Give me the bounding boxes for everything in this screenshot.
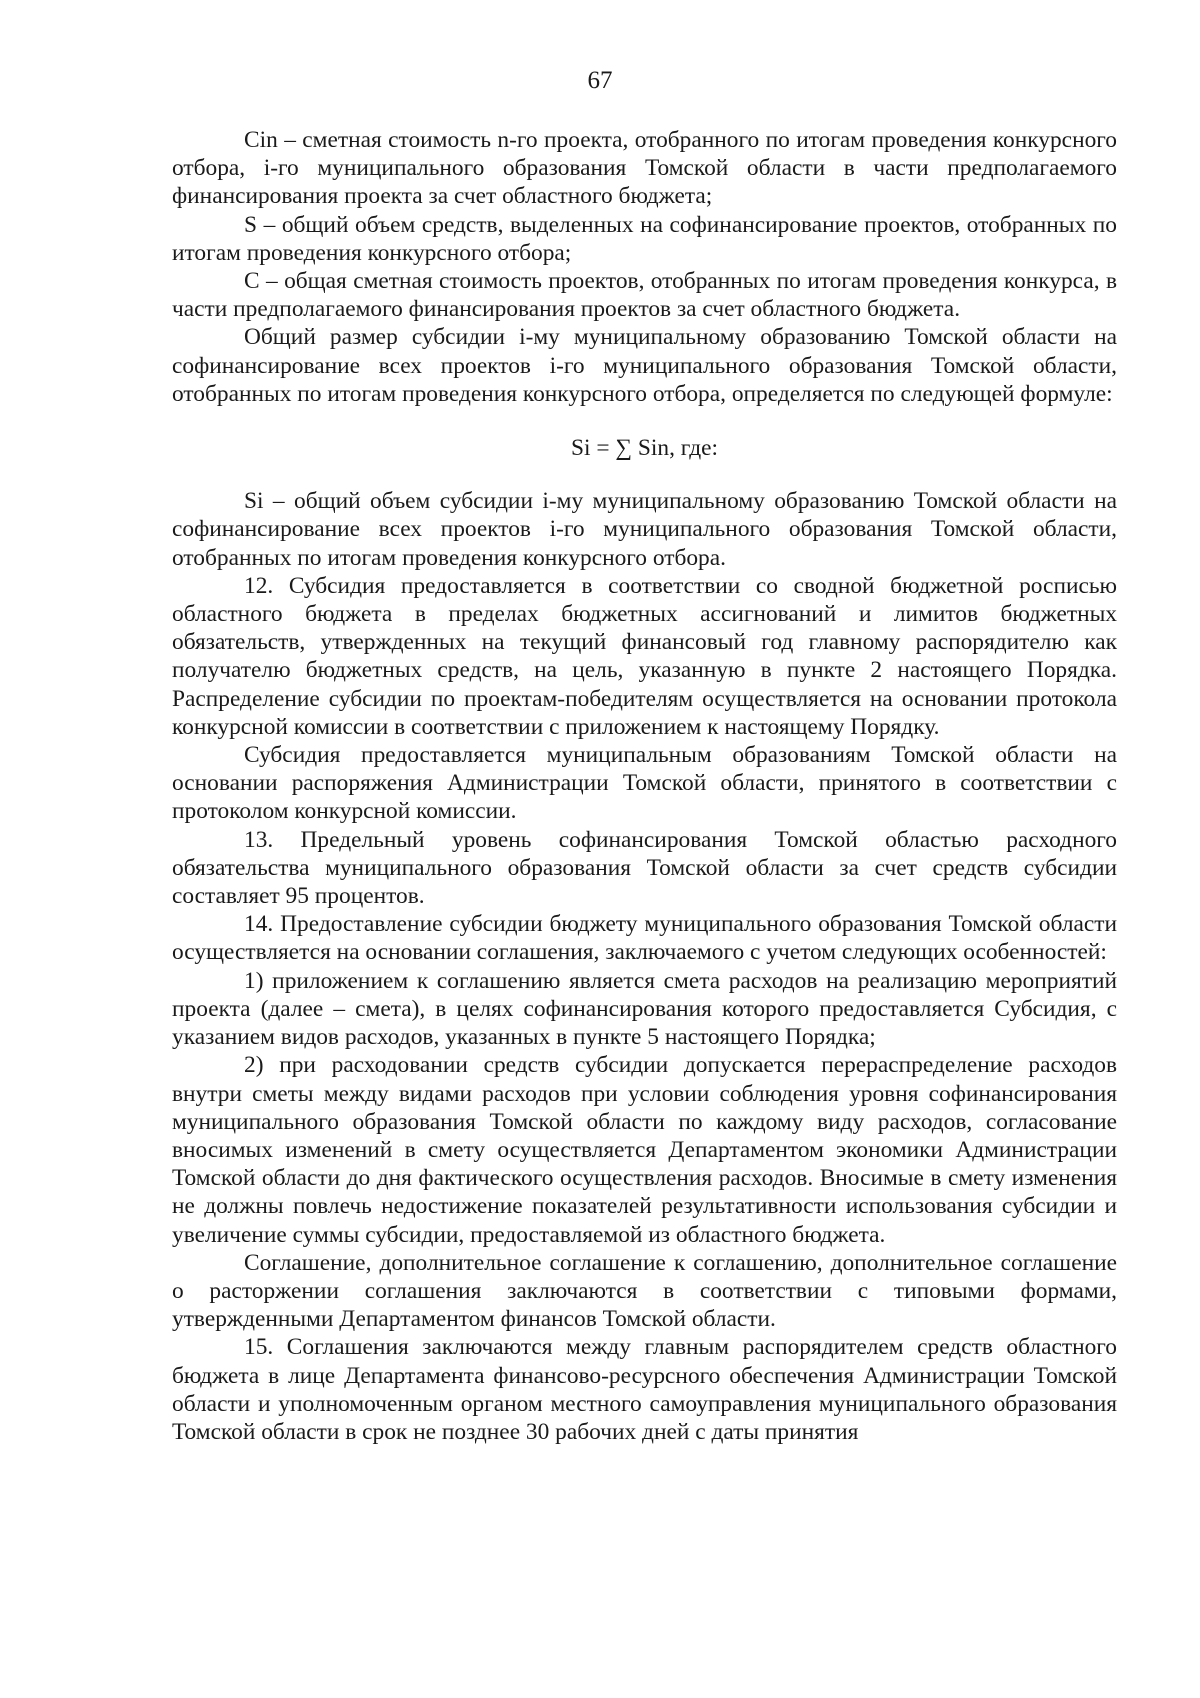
paragraph-clause-14: 14. Предоставление субсидии бюджету муниципального образования Томской области осуществляется на основании соглашения, заключаемого с учетом следующих особенностей:	[172, 911, 1117, 966]
paragraph-cin-definition: Cin – сметная стоимость n-го проекта, отобранного по итогам проведения конкурсного отбора, i-го муниципального образования Томской области в части предполагаемого финансирования проекта за счет областного бюджета;	[172, 127, 1117, 210]
paragraph-clause-14-item-2: 2) при расходовании средств субсидии допускается перераспределение расходов внутри сметы между видами расходов при условии соблюдения уровня софинансирования муниципального образования Томской области по каждому виду расходов, согласование вносимых изменений в смету осуществляется Департаментом экономики Администрации Томской области до дня фактического осуществления расходов. Вносимые в смету изменения не должны повлечь недостижение показателей результативности использования субсидии и увеличение суммы субсидии, предоставляемой из областного бюджета.	[172, 1052, 1117, 1248]
paragraph-subsidy-basis: Субсидия предоставляется муниципальным образованиям Томской области на основании распоряжения Администрации Томской области, принятого в соответствии с протоколом конкурсной комиссии.	[172, 742, 1117, 825]
paragraph-clause-14-item-1: 1) приложением к соглашению является смета расходов на реализацию мероприятий проекта (далее – смета), в целях софинансирования которого предоставляется Субсидия, с указанием видов расходов, указанных в пункте 5 настоящего Порядка;	[172, 967, 1117, 1051]
page-number: 67	[587, 67, 613, 94]
paragraph-clause-12: 12. Субсидия предоставляется в соответствии со сводной бюджетной росписью областного бюджета в пределах бюджетных ассигнований и лимитов бюджетных обязательств, утвержденных на текущий финансовый год главному распорядителю как получателю бюджетных средств, на цель, указанную в пункте 2 настоящего Порядка. Распределение субсидии по проектам-победителям осуществляется на основании протокола конкурсной комиссии в соответствии с приложением к настоящему Порядку.	[172, 572, 1117, 740]
paragraph-agreement-forms: Соглашение, дополнительное соглашение к соглашению, дополнительное соглашение о расторжении соглашения заключаются в соответствии с типовыми формами, утвержденными Департаментом финансов Томской области.	[172, 1249, 1117, 1333]
paragraph-clause-15: 15. Соглашения заключаются между главным распорядителем средств областного бюджета в лице Департамента финансово-ресурсного обеспечения Администрации Томской области и уполномоченным органом местного самоуправления муниципального образования Томской области в срок не позднее 30 рабочих дней с даты принятия	[172, 1334, 1117, 1445]
paragraph-si-definition: Si – общий объем субсидии i-му муниципальному образованию Томской области на софинансирование всех проектов i-го муниципального образования Томской области, отобранных по итогам проведения конкурсного отбора.	[172, 488, 1117, 571]
paragraph-c-definition: С – общая сметная стоимость проектов, отобранных по итогам проведения конкурса, в части предполагаемого финансирования проектов за счет областного бюджета.	[172, 268, 1117, 323]
paragraph-total-subsidy-intro: Общий размер субсидии i-му муниципальному образованию Томской области на софинансирование всех проектов i-го муниципального образования Томской области, отобранных по итогам проведения конкурсного отбора, определяется по следующей формуле:	[172, 324, 1117, 407]
document-body	[172, 126, 1117, 1446]
formula-si: Si = ∑ Sin, где:	[570, 435, 719, 462]
paragraph-clause-13: 13. Предельный уровень софинансирования Томской областью расходного обязательства муниципального образования Томской области за счет средств субсидии составляет 95 процентов.	[172, 826, 1117, 910]
paragraph-s-definition: S – общий объем средств, выделенных на софинансирование проектов, отобранных по итогам проведения конкурсного отбора;	[172, 211, 1117, 266]
